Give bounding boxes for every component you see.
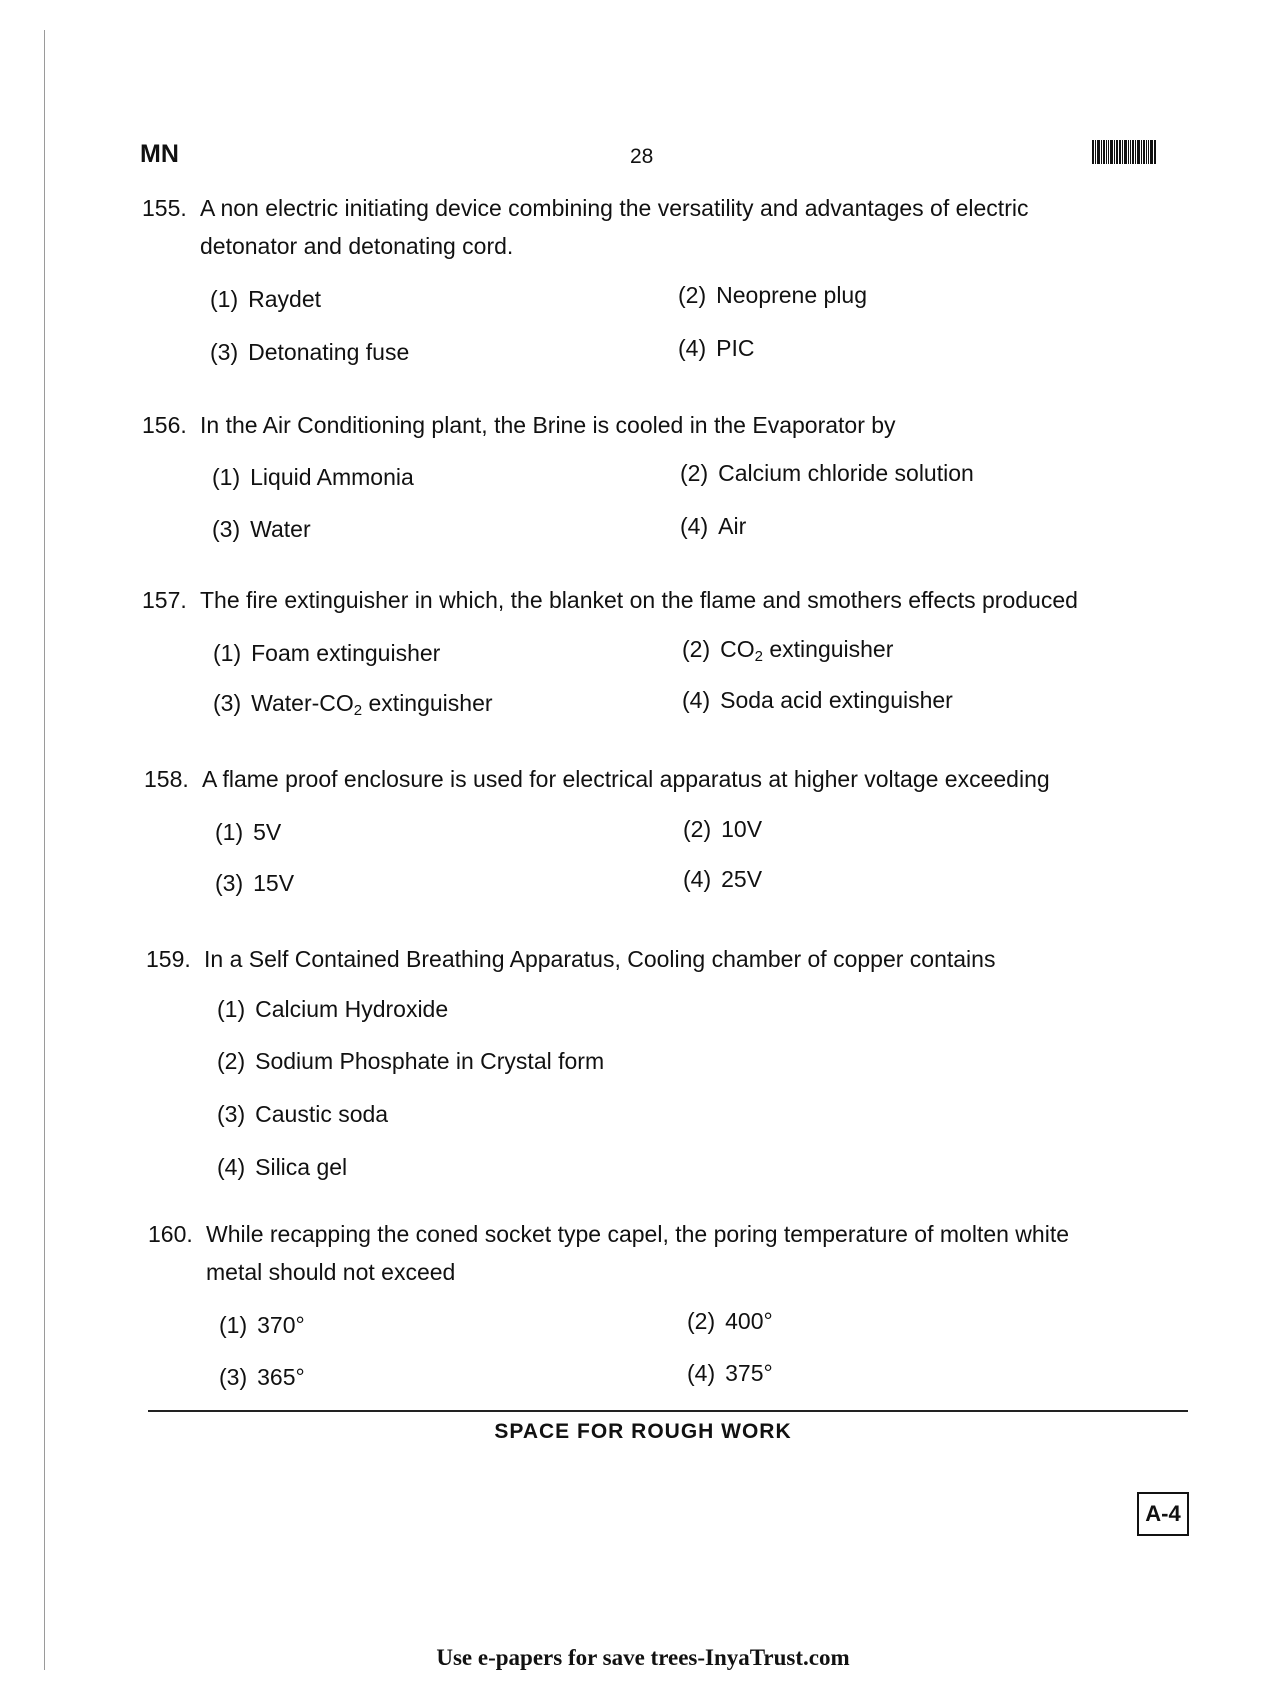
option-number: (2) — [683, 816, 712, 842]
option-number: (2) — [680, 460, 709, 486]
option-text: Raydet — [248, 286, 321, 312]
question-155 — [142, 189, 1202, 265]
option-text: 400° — [725, 1308, 773, 1334]
option-number: (2) — [687, 1308, 716, 1334]
option-number: (4) — [678, 335, 707, 361]
option-text: Air — [718, 513, 747, 539]
option-number: (2) — [217, 1048, 246, 1074]
option-text: Neoprene plug — [716, 282, 868, 308]
option-text — [251, 690, 493, 719]
barcode-icon — [1092, 140, 1180, 164]
question-158 — [144, 760, 1224, 798]
rough-work-label: SPACE FOR ROUGH WORK — [494, 1420, 792, 1443]
option-4[interactable] — [687, 1358, 773, 1388]
option-number: (1) — [215, 819, 244, 845]
option-number: (4) — [217, 1154, 246, 1180]
subject-code: MN — [140, 140, 179, 168]
question-160 — [148, 1215, 1228, 1291]
option-text: Foam extinguisher — [251, 640, 441, 666]
option-text: Soda acid extinguisher — [720, 687, 953, 713]
option-number: (2) — [682, 636, 711, 662]
question-text: In a Self Contained Breathing Apparatus, Cooling chamber of copper contains — [204, 946, 996, 972]
question-157 — [142, 581, 1222, 619]
subscript: 2 — [353, 702, 363, 719]
option-number: (1) — [212, 464, 241, 490]
option-text: 10V — [721, 816, 763, 842]
option-2[interactable] — [217, 1046, 604, 1076]
option-number: (4) — [680, 513, 709, 539]
option-3[interactable] — [213, 688, 493, 718]
option-number: (4) — [683, 866, 712, 892]
question-text-continued: metal should not exceed — [206, 1259, 456, 1285]
formula-text: Water-CO — [251, 690, 354, 716]
option-number: (4) — [687, 1360, 716, 1386]
option-text: 5V — [253, 819, 282, 845]
option-2[interactable] — [682, 634, 893, 664]
option-3[interactable] — [219, 1362, 305, 1392]
option-2[interactable] — [683, 814, 762, 844]
option-text: 375° — [725, 1360, 773, 1386]
booklet-code-box: A-4 — [1137, 1492, 1189, 1536]
question-number: 159. — [146, 946, 191, 972]
option-number: (4) — [682, 687, 711, 713]
formula-text: CO — [720, 636, 755, 662]
question-number: 156. — [142, 412, 187, 438]
option-3[interactable] — [210, 337, 409, 367]
option-text: Water — [250, 516, 311, 542]
option-3[interactable] — [217, 1099, 388, 1129]
option-number: (3) — [210, 339, 239, 365]
option-2[interactable] — [687, 1306, 773, 1336]
option-3[interactable] — [215, 868, 294, 898]
option-text: 25V — [721, 866, 763, 892]
divider-rule — [148, 1410, 1188, 1412]
option-number: (1) — [213, 640, 242, 666]
option-1[interactable] — [212, 462, 414, 492]
option-4[interactable] — [680, 511, 746, 541]
option-text: Calcium chloride solution — [718, 460, 974, 486]
option-number: (1) — [219, 1312, 248, 1338]
option-text: 370° — [257, 1312, 305, 1338]
question-156 — [142, 406, 1202, 444]
footer-text: Use e-papers for save trees-InyaTrust.com — [436, 1645, 850, 1670]
option-text: 365° — [257, 1364, 305, 1390]
option-text — [720, 636, 894, 665]
question-number: 160. — [148, 1221, 193, 1247]
question-159 — [146, 940, 1226, 978]
question-text: A flame proof enclosure is used for electrical apparatus at higher voltage exceeding — [202, 766, 1050, 792]
subscript: 2 — [754, 648, 763, 665]
option-text: 15V — [253, 870, 295, 896]
option-number: (3) — [213, 690, 242, 716]
option-text: Liquid Ammonia — [250, 464, 414, 490]
question-text-continued: detonator and detonating cord. — [200, 233, 514, 259]
option-4[interactable] — [683, 864, 762, 894]
question-number: 157. — [142, 587, 187, 613]
option-4[interactable] — [678, 333, 754, 363]
option-text: Detonating fuse — [248, 339, 410, 365]
option-number: (1) — [217, 996, 246, 1022]
option-3[interactable] — [212, 514, 311, 544]
question-text: While recapping the coned socket type capel, the poring temperature of molten white — [206, 1221, 1069, 1247]
option-number: (3) — [219, 1364, 248, 1390]
page-number: 28 — [630, 145, 654, 168]
option-2[interactable] — [680, 458, 974, 488]
question-text: The fire extinguisher in which, the blanket on the flame and smothers effects produced — [200, 587, 1078, 613]
formula-suffix: extinguisher — [362, 690, 493, 716]
option-number: (3) — [215, 870, 244, 896]
question-number: 158. — [144, 766, 189, 792]
question-text: In the Air Conditioning plant, the Brine is cooled in the Evaporator by — [200, 412, 896, 438]
option-number: (3) — [212, 516, 241, 542]
option-number: (2) — [678, 282, 707, 308]
option-1[interactable] — [219, 1310, 305, 1340]
option-text: Silica gel — [255, 1154, 348, 1180]
option-number: (3) — [217, 1101, 246, 1127]
formula-suffix: extinguisher — [762, 636, 894, 662]
option-text: Calcium Hydroxide — [255, 996, 449, 1022]
question-text: A non electric initiating device combining the versatility and advantages of electric — [200, 195, 1029, 221]
option-1[interactable] — [217, 994, 448, 1024]
option-text: PIC — [716, 335, 755, 361]
option-4[interactable] — [217, 1152, 347, 1182]
option-1[interactable] — [213, 638, 440, 668]
option-text: Sodium Phosphate in Crystal form — [255, 1048, 605, 1074]
option-1[interactable] — [210, 284, 321, 314]
option-text: Caustic soda — [255, 1101, 389, 1127]
option-2[interactable] — [678, 280, 867, 310]
option-number: (1) — [210, 286, 239, 312]
question-number: 155. — [142, 195, 187, 221]
option-1[interactable] — [215, 817, 281, 847]
option-4[interactable] — [682, 685, 953, 715]
